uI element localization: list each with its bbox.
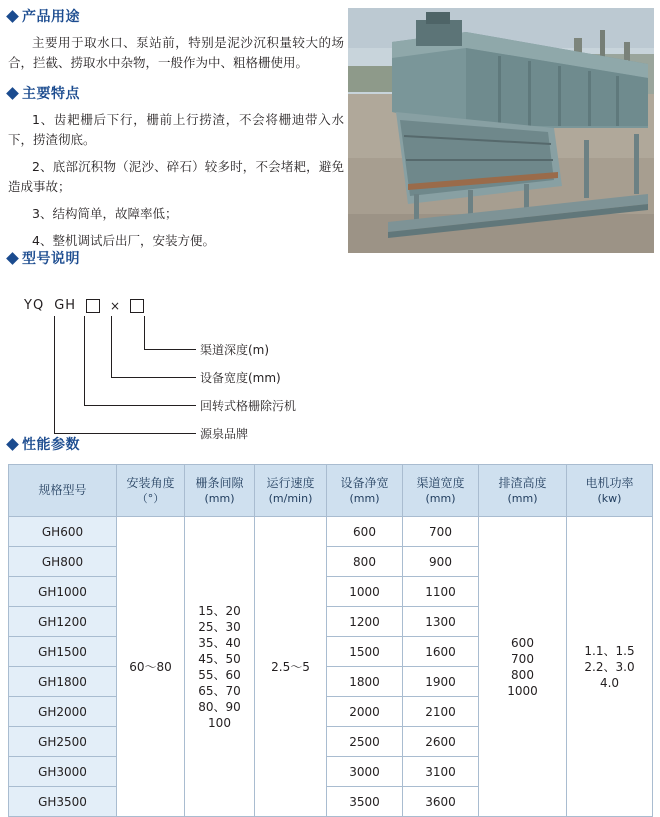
model-label-channel-depth: 渠道深度(m): [200, 343, 270, 357]
header-install-angle-line2: （°）: [136, 491, 165, 505]
cell-model: GH600: [9, 517, 117, 547]
model-label-brand: 源泉品牌: [200, 427, 249, 441]
header-discharge-height: [479, 465, 567, 517]
model-code-row: [24, 298, 144, 313]
diamond-bullet-icon: [6, 87, 19, 100]
feature-item-2: 2、底部沉积物（泥沙、碎石）较多时，不会堵耙，避免造成事故；: [8, 159, 344, 194]
diamond-bullet-icon: [6, 10, 19, 23]
diamond-bullet-icon: [6, 438, 19, 451]
usage-paragraph: 主要用于取水口、泵站前，特别是泥沙沉积量较大的场合，拦截、捞取水中杂物，一般作为中、粗格栅使用。: [8, 35, 344, 70]
header-discharge-height-line2: (mm): [507, 491, 538, 505]
header-bar-gap: [185, 465, 255, 517]
feature-item-4: 4、整机调试后出厂，安装方便。: [32, 233, 215, 248]
cell-net-width: 1500: [327, 637, 403, 667]
feature-item-1: 1、齿耙栅后下行，栅前上行捞渣，不会将栅迪带入水下，捞渣彻底。: [8, 112, 344, 147]
model-label-machine-type: 回转式格栅除污机: [200, 399, 297, 413]
cell-channel-width: 2100: [403, 697, 479, 727]
cell-channel-width: 1900: [403, 667, 479, 697]
model-heading-label: 型号说明: [22, 251, 80, 267]
header-motor-power-line1: 电机功率: [585, 475, 634, 490]
cell-channel-width: 3100: [403, 757, 479, 787]
features-heading-label: 主要特点: [22, 86, 80, 102]
header-net-width-line2: (mm): [349, 491, 380, 505]
cell-model: GH1200: [9, 607, 117, 637]
header-model: [9, 465, 117, 517]
feature-item-3: 3、结构简单，故障率低；: [32, 206, 178, 221]
cell-model: GH3000: [9, 757, 117, 787]
usage-heading-label: 产品用途: [22, 9, 80, 25]
performance-table: [8, 464, 653, 817]
header-motor-power-line2: (kw): [597, 491, 622, 505]
cell-install-angle-merged: 60～80: [117, 517, 185, 817]
model-code-box-width: [86, 299, 100, 313]
model-code-type: GH: [54, 298, 77, 313]
section-heading-features: [8, 83, 344, 103]
table-row: [9, 517, 653, 547]
section-heading-performance: [8, 434, 652, 454]
header-speed-line2: (m/min): [268, 491, 313, 505]
diamond-bullet-icon: [6, 252, 19, 265]
performance-heading-label: 性能参数: [22, 437, 80, 453]
leader-line-width-vertical: [111, 316, 112, 378]
header-net-width: [327, 465, 403, 517]
cell-discharge-height-merged: 600 700 800 1000: [479, 517, 567, 817]
model-code-box-depth: [130, 299, 144, 313]
cell-net-width: 2000: [327, 697, 403, 727]
cell-channel-width: 3600: [403, 787, 479, 817]
header-channel-width-line2: (mm): [425, 491, 456, 505]
cell-bar-gap-merged: 15、20 25、30 35、40 45、50 55、60 65、70 80、90 100: [185, 517, 255, 817]
header-channel-width: [403, 465, 479, 517]
cell-model: GH1500: [9, 637, 117, 667]
cell-channel-width: 900: [403, 547, 479, 577]
cell-channel-width: 1600: [403, 637, 479, 667]
header-bar-gap-line2: (mm): [204, 491, 235, 505]
cell-net-width: 600: [327, 517, 403, 547]
header-install-angle-line1: 安装角度: [126, 475, 175, 490]
table-header-row: [9, 465, 653, 517]
table-body: [9, 517, 653, 817]
header-speed: [255, 465, 327, 517]
section-heading-usage: [8, 6, 344, 26]
cell-speed-merged: 2.5～5: [255, 517, 327, 817]
left-text-column: [8, 6, 344, 251]
leader-line-depth-vertical: [144, 316, 145, 350]
model-description-section: [8, 248, 428, 461]
leader-line-type-vertical: [84, 316, 85, 406]
cell-model: GH1000: [9, 577, 117, 607]
header-net-width-line1: 设备净宽: [340, 475, 389, 490]
leader-line-width-horizontal: [111, 377, 196, 378]
cell-net-width: 1200: [327, 607, 403, 637]
cell-channel-width: 700: [403, 517, 479, 547]
cell-channel-width: 1100: [403, 577, 479, 607]
cell-model: GH2000: [9, 697, 117, 727]
cell-net-width: 800: [327, 547, 403, 577]
cell-channel-width: 2600: [403, 727, 479, 757]
cell-model: GH2500: [9, 727, 117, 757]
cell-channel-width: 1300: [403, 607, 479, 637]
cell-net-width: 3500: [327, 787, 403, 817]
model-code-brand: YQ: [24, 298, 45, 313]
model-label-equipment-width: 设备宽度(mm): [200, 371, 281, 385]
leader-line-brand-vertical: [54, 316, 55, 434]
header-install-angle: [117, 465, 185, 517]
header-discharge-height-line1: 排渣高度: [498, 475, 547, 490]
section-heading-model: [8, 248, 428, 268]
cell-net-width: 1000: [327, 577, 403, 607]
header-bar-gap-line1: 栅条间隙: [195, 475, 244, 490]
header-motor-power: [567, 465, 653, 517]
header-channel-width-line1: 渠道宽度: [416, 475, 465, 490]
product-photo-image: [348, 8, 654, 253]
spacer: [8, 73, 344, 83]
cell-net-width: 3000: [327, 757, 403, 787]
cell-model: GH3500: [9, 787, 117, 817]
cell-motor-power-merged: 1.1、1.5 2.2、3.0 4.0: [567, 517, 653, 817]
cell-net-width: 2500: [327, 727, 403, 757]
header-speed-line1: 运行速度: [266, 475, 315, 490]
performance-section: [8, 434, 652, 817]
product-photo: [348, 8, 654, 253]
leader-line-depth-horizontal: [144, 349, 196, 350]
model-code-times-symbol: ×: [110, 298, 121, 313]
cell-model: GH1800: [9, 667, 117, 697]
cell-model: GH800: [9, 547, 117, 577]
cell-net-width: 1800: [327, 667, 403, 697]
header-model-line1: 规格型号: [38, 483, 87, 497]
leader-line-type-horizontal: [84, 405, 196, 406]
